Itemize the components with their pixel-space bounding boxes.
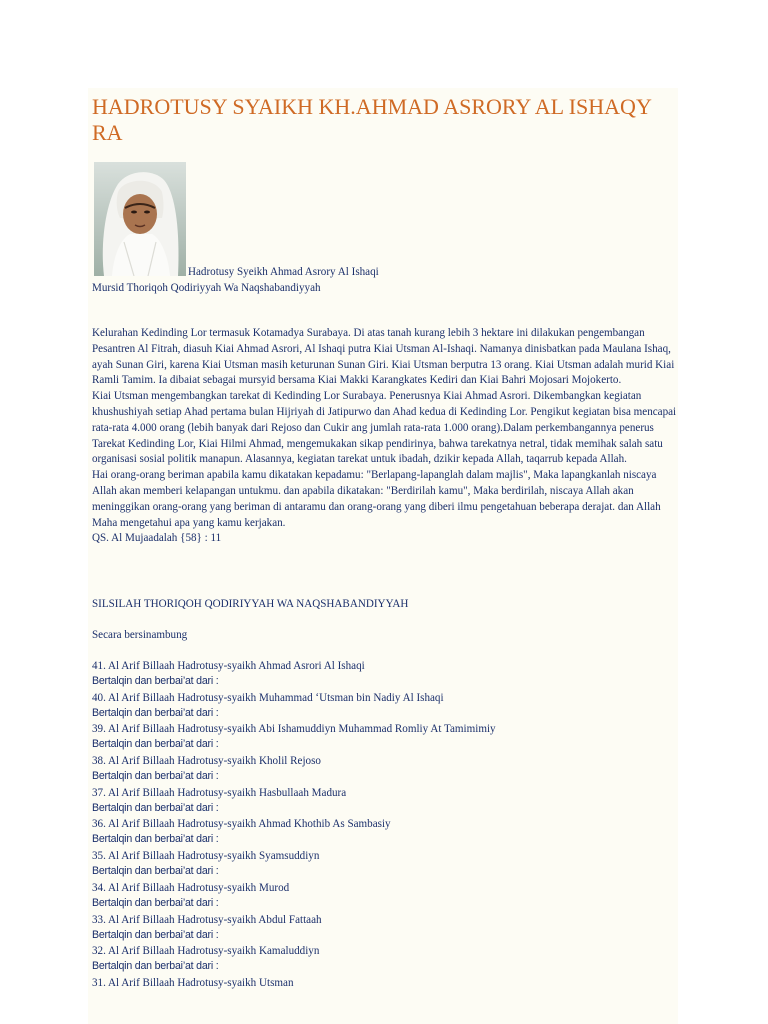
post-title: HADROTUSY SYAIKH KH.AHMAD ASRORY AL ISHAQY RA [92,94,652,145]
silsilah-entry: 34. Al Arif Billaah Hadrotusy-syaikh Murod [92,881,290,894]
list-item [92,943,672,975]
paragraph: Hai orang-orang beriman apabila kamu dikatakan kepadamu: "Berlapang-lapanglah dalam majlis", Maka lapangkanlah niscaya Allah akan memberi kelapangan untukmu. dan apabila dikatakan: "Berdirilah kamu", Maka berdirilah, niscaya Allah akan meninggikan orang-orang yang beriman di antaramu dan orang-orang yang diberi ilmu pengetahuan beberapa derajat. dan Allah Maha mengetahui apa yang kamu kerjakan. [92,469,661,529]
silsilah-entry: 40. Al Arif Billaah Hadrotusy-syaikh Muhammad ‘Utsman bin Nadiy Al Ishaqi [92,691,444,704]
silsilah-list [92,658,672,991]
silsilah-entry: 32. Al Arif Billaah Hadrotusy-syaikh Kamaluddiyn [92,945,320,958]
talqin-label: Bertalqin dan berbai’at dari : [92,960,219,973]
silsilah-entry: 38. Al Arif Billaah Hadrotusy-syaikh Kholil Rejoso [92,755,321,768]
silsilah-entry: 31. Al Arif Billaah Hadrotusy-syaikh Utsman [92,976,294,989]
talqin-label: Bertalqin dan berbai’at dari : [92,865,219,878]
photo-subcaption: Mursid Thoriqoh Qodiriyyah Wa Naqshabandiyyah [92,282,321,294]
list-item [92,975,672,991]
paragraph: Kelurahan Kedinding Lor termasuk Kotamadya Surabaya. Di atas tanah kurang lebih 3 hektare ini dilakukan pengembangan Pesantren Al Fitrah, diasuh Kiai Ahmad Asrori, Al Ishaqi putra Kiai Utsman Al-Ishaqi. Namanya dinisbatkan pada Maulana Ishaq, ayah Sunan Giri, karena Kiai Utsman masih keturunan Sunan Giri. Kiai Utsman berputra 13 orang. Kiai Utsman adalah murid Kiai Ramli Tamim. Ia dibaiat sebagai mursyid bersama Kiai Makki Karangkates Kediri dan Kiai Bahri Mojosari Mojokerto. [92,327,675,387]
talqin-label: Bertalqin dan berbai’at dari : [92,896,219,909]
silsilah-entry: 39. Al Arif Billaah Hadrotusy-syaikh Abi Ishamuddiyn Muhammad Romliy At Tamimimiy [92,723,496,736]
list-item [92,658,672,690]
blog-post [88,88,678,1024]
silsilah-entry: 36. Al Arif Billaah Hadrotusy-syaikh Ahmad Khothib As Sambasiy [92,818,391,831]
article-body [92,326,680,547]
photo-caption: Hadrotusy Syeikh Ahmad Asrory Al Ishaqi [188,266,379,278]
talqin-label: Bertalqin dan berbai’at dari : [92,706,219,719]
talqin-label: Bertalqin dan berbai’at dari : [92,928,219,941]
list-item [92,848,672,880]
list-item [92,816,672,848]
list-item [92,785,672,817]
talqin-label: Bertalqin dan berbai’at dari : [92,738,219,751]
talqin-label: Bertalqin dan berbai’at dari : [92,675,219,687]
list-item [92,912,672,944]
silsilah-entry: 33. Al Arif Billaah Hadrotusy-syaikh Abdul Fattaah [92,913,322,926]
quran-reference: QS. Al Mujaadalah {58} : 11 [92,532,222,545]
list-item [92,690,672,722]
talqin-label: Bertalqin dan berbai’at dari : [92,770,219,783]
silsilah-intro: Secara bersinambung [92,629,188,641]
talqin-label: Bertalqin dan berbai’at dari : [92,833,219,846]
list-item [92,880,672,912]
talqin-label: Bertalqin dan berbai’at dari : [92,801,219,814]
silsilah-entry: 35. Al Arif Billaah Hadrotusy-syaikh Syamsuddiyn [92,850,320,863]
silsilah-heading: SILSILAH THORIQOH QODIRIYYAH WA NAQSHABANDIYYAH [92,598,409,610]
silsilah-entry: 41. Al Arif Billaah Hadrotusy-syaikh Ahmad Asrori Al Ishaqi [92,660,365,672]
paragraph: Kiai Utsman mengembangkan tarekat di Kedinding Lor Surabaya. Penerusnya Kiai Ahmad Asrori. Dikembangkan kegiatan khushushiyah setiap Ahad pertama bulan Hijriyah di Jatipurwo dan Ahad kedua di Kedinding Lor. Pengikut kegiatan bisa mencapai rata-rata 4.000 orang (lebih banyak dari Rejoso dan Cukir ang jumlah rata-rata 1.000 orang).Dalam perkembangannya penerus Tarekat Kedinding Lor, Kiai Hilmi Ahmad, mengemukakan sikap pendirinya, bahwa tarekatnya netral, tidak memihak salah satu organisasi sosial politik manapun. Alasannya, kegiatan tarekat untuk ibadah, dzikir kepada Allah, taqarrub kepada Allah. [92,390,677,466]
list-item [92,721,672,753]
silsilah-entry: 37. Al Arif Billaah Hadrotusy-syaikh Hasbullaah Madura [92,786,347,799]
list-item [92,753,672,785]
portrait-photo [94,162,186,276]
